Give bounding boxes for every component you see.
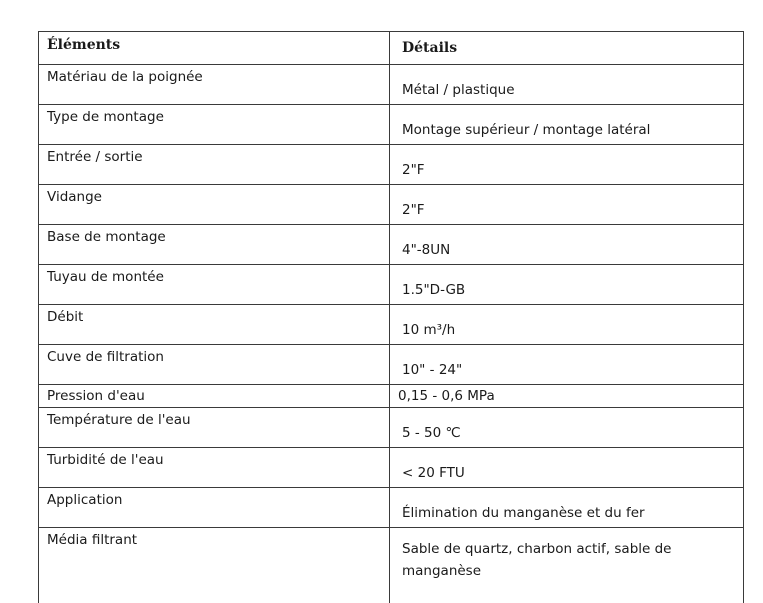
row-label: Entrée / sortie [39,145,390,185]
row-label: Base de montage [39,225,390,265]
row-value: Élimination du manganèse et du fer [390,488,744,528]
table-row [39,145,744,185]
header-elements: Éléments [39,32,390,65]
row-value: Sable de quartz, charbon actif, sable de manganèse [390,528,744,603]
table-row [39,305,744,345]
row-label: Vidange [39,185,390,225]
row-label: Matériau de la poignée [39,65,390,105]
table-row [39,225,744,265]
row-value: Métal / plastique [390,65,744,105]
row-label: Turbidité de l'eau [39,448,390,488]
row-label: Température de l'eau [39,408,390,448]
row-label: Type de montage [39,105,390,145]
row-value: 2"F [390,185,744,225]
row-value: 4"-8UN [390,225,744,265]
table-row [39,65,744,105]
row-value: 0,15 - 0,6 MPa [390,385,744,408]
row-value: 2"F [390,145,744,185]
row-label: Application [39,488,390,528]
table-row [39,345,744,385]
table-row [39,488,744,528]
row-label: Tuyau de montée [39,265,390,305]
table-row [39,385,744,408]
row-value: 5 - 50 ℃ [390,408,744,448]
table-row [39,105,744,145]
row-value: 1.5"D-GB [390,265,744,305]
row-label: Cuve de filtration [39,345,390,385]
row-value: 10" - 24" [390,345,744,385]
table-header-row [39,32,744,65]
table-row [39,448,744,488]
table-row [39,408,744,448]
specifications-table [38,31,744,603]
table-row [39,265,744,305]
row-value: Montage supérieur / montage latéral [390,105,744,145]
header-details: Détails [390,32,744,65]
row-value: 10 m³/h [390,305,744,345]
table-row [39,528,744,603]
row-value: < 20 FTU [390,448,744,488]
table-row [39,185,744,225]
row-label: Débit [39,305,390,345]
row-label: Pression d'eau [39,385,390,408]
row-label: Média filtrant [39,528,390,603]
